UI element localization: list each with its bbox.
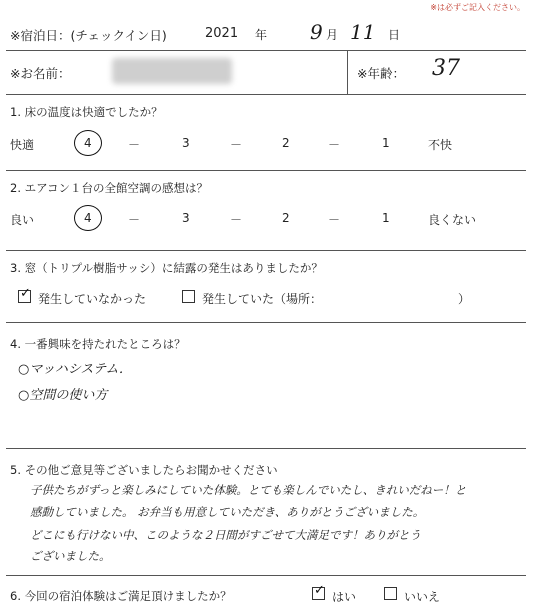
q1-dash-3: －	[328, 138, 341, 152]
q1-dash-1: －	[128, 138, 141, 152]
q1-dash-2: －	[230, 138, 243, 152]
q1-value-3[interactable]: 3	[182, 136, 190, 150]
q6-yes-label: はい	[332, 590, 357, 604]
q5-question: 5. その他ご意見等ございましたらお聞かせください	[10, 463, 278, 477]
q5-answer-line-3: どこにも行けない中、このような２日間がすごせて大満足です！ありがとう	[30, 528, 421, 542]
q6-no-label: いいえ	[404, 590, 441, 604]
q6-question: 6. 今回の宿泊体験はご満足頂けましたか？	[10, 589, 232, 603]
q2-divider	[6, 250, 526, 251]
header-divider-2	[6, 94, 526, 95]
q2-value-1[interactable]: 1	[382, 211, 390, 225]
q4-answer-1: ○マッハシステム．	[18, 362, 132, 377]
q1-left-label: 快適	[10, 138, 35, 152]
age-value: 37	[432, 56, 460, 81]
q4-question: 4. 一番興味を持たれたところは？	[10, 337, 186, 351]
age-label: ※年齢：	[357, 66, 405, 81]
name-redacted	[112, 58, 232, 84]
required-note: ※は必ずご記入ください。	[430, 3, 525, 12]
q3-question: 3. 窓（トリプル樹脂サッシ）に結露の発生はありましたか？	[10, 261, 323, 275]
stay-day-unit: 日	[388, 28, 401, 42]
q2-question: 2. エアコン１台の全館空調の感想は？	[10, 181, 209, 195]
name-label: ※お名前：	[10, 66, 71, 81]
stay-date-label: ※宿泊日：(チェックイン日)	[10, 28, 167, 43]
q1-divider	[6, 170, 526, 171]
q3-option2-close: ）	[458, 292, 471, 306]
q2-dash-2: －	[230, 213, 243, 227]
header-vertical-divider	[347, 50, 348, 94]
q5-answer-line-1: 子供たちがずっと楽しみにしていた体験。とても楽しんでいたし、きれいだねー！と	[30, 483, 467, 497]
q2-value-4[interactable]: 4	[84, 211, 92, 225]
q1-question: 1. 床の温度は快適でしたか？	[10, 105, 163, 119]
q1-selected-circle	[74, 130, 102, 156]
q1-value-2[interactable]: 2	[282, 136, 290, 150]
q2-value-2[interactable]: 2	[282, 211, 290, 225]
q5-divider	[6, 575, 526, 576]
q3-option2-label: 発生していた（場所：	[202, 292, 323, 306]
q6-yes-checkmark: ✓	[314, 583, 325, 598]
q2-dash-3: －	[328, 213, 341, 227]
q3-option1-checkmark: ✓	[20, 286, 31, 301]
q2-right-label: 良くない	[428, 213, 477, 227]
stay-day: 11	[350, 20, 376, 44]
q1-right-label: 不快	[428, 138, 453, 152]
q2-selected-circle	[74, 205, 102, 231]
q5-answer-line-2: 感動していました。 お弁当も用意していただき、ありがとうございました。	[30, 505, 425, 519]
header-divider-1	[6, 50, 526, 51]
q4-answer-2: ○空間の使い方	[18, 388, 108, 403]
q6-no-checkbox[interactable]	[384, 587, 397, 600]
q2-left-label: 良い	[10, 213, 35, 227]
q5-answer-line-4: ございました。	[30, 549, 111, 563]
q3-divider	[6, 322, 526, 323]
q1-value-1[interactable]: 1	[382, 136, 390, 150]
stay-month-unit: 月	[326, 28, 339, 42]
stay-year-unit: 年	[255, 28, 268, 42]
q1-value-4[interactable]: 4	[84, 136, 92, 150]
stay-month: 9	[310, 20, 323, 44]
q2-value-3[interactable]: 3	[182, 211, 190, 225]
q4-divider	[6, 448, 526, 449]
q3-option2-checkbox[interactable]	[182, 290, 195, 303]
stay-year: 2021	[205, 26, 239, 41]
q2-dash-1: －	[128, 213, 141, 227]
q3-option1-label: 発生していなかった	[38, 292, 147, 306]
